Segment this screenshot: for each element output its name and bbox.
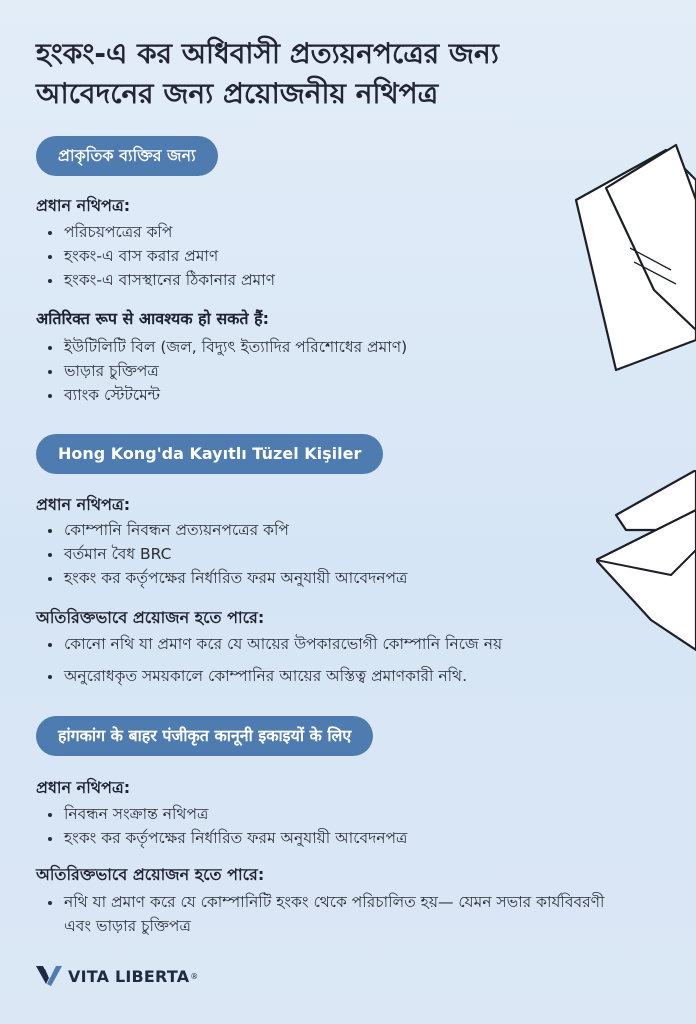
- list-item: ব্যাংক স্টেটমেন্ট: [36, 383, 646, 407]
- section-heading-foreign-legal-entities: हांगकांग के बाहर पंजीकृत कानूनी इकाइयों के लिए: [36, 716, 373, 756]
- additional-documents-list: [36, 890, 636, 938]
- vita-liberta-logo: [36, 966, 198, 986]
- list-item: ভাড়ার চুক্তিপত্র: [36, 359, 646, 383]
- main-documents-label: প্রধান নথিপত্র:: [36, 495, 131, 514]
- list-item: বর্তমান বৈধ BRC: [36, 542, 646, 566]
- list-item: অনুরোধকৃত সময়কালে কোম্পানির আয়ের অস্তিত্ব প্রমাণকারী নথি.: [36, 664, 646, 688]
- main-documents-list: [36, 220, 646, 292]
- list-item: হংকং কর কর্তৃপক্ষের নির্ধারিত ফরম অনুযায়ী আবেদনপত্র: [36, 566, 646, 590]
- list-item: হংকং কর কর্তৃপক্ষের নির্ধারিত ফরম অনুযায়ী আবেদনপত্র: [36, 826, 646, 850]
- list-item: ইউটিলিটি বিল (জল, বিদ্যুৎ ইত্যাদির পরিশোধের প্রমাণ): [36, 335, 646, 359]
- main-documents-label: প্রধান নথিপত্র:: [36, 778, 131, 797]
- main-documents-label: প্রধান নথিপত্র:: [36, 196, 131, 215]
- additional-documents-label: অতিরিক্তভাবে প্রয়োজন হতে পারে:: [36, 865, 265, 884]
- section-heading-hk-legal-entities: Hong Kong'da Kayıtlı Tüzel Kişiler: [36, 434, 383, 474]
- registered-mark: ®: [190, 971, 199, 981]
- list-item: নিবন্ধন সংক্রান্ত নথিপত্র: [36, 802, 646, 826]
- additional-documents-label: অতিরিক্তভাবে প্রয়োজন হতে পারে:: [36, 608, 265, 627]
- main-documents-list: [36, 518, 646, 590]
- section-heading-individuals: প্রাকৃতিক ব্যক্তির জন্য: [36, 136, 218, 176]
- list-item: পরিচয়পত্রের কপি: [36, 220, 646, 244]
- list-item: হংকং-এ বাসস্থানের ঠিকানার প্রমাণ: [36, 268, 646, 292]
- list-item: নথি যা প্রমাণ করে যে কোম্পানিটি হংকং থেকে পরিচালিত হয়— যেমন সভার কার্যবিবরণী এবং ভাড়ার চুক্তিপত্র: [36, 890, 636, 938]
- logo-text: VITA LIBERTA: [68, 966, 190, 986]
- page-title-line-2: আবেদনের জন্য প্রয়োজনীয় নথিপত্র: [36, 77, 439, 110]
- main-documents-list: [36, 802, 646, 850]
- additional-documents-list: [36, 335, 646, 407]
- page-title-line-1: হংকং-এ কর অধিবাসী প্রত্যয়নপত্রের জন্য: [36, 37, 499, 70]
- list-item: কোম্পানি নিবন্ধন প্রত্যয়নপত্রের কপি: [36, 518, 646, 542]
- list-item: কোনো নথি যা প্রমাণ করে যে আয়ের উপকারভোগী কোম্পানি নিজে নয়: [36, 632, 646, 656]
- page-title: [36, 34, 636, 114]
- list-item: হংকং-এ বাস করার প্রমাণ: [36, 244, 646, 268]
- additional-documents-label: अतिरिक्त रूप से आवश्यक हो सकते हैं:: [36, 309, 270, 328]
- vita-liberta-logo-icon: [36, 966, 62, 986]
- additional-documents-list: [36, 632, 646, 696]
